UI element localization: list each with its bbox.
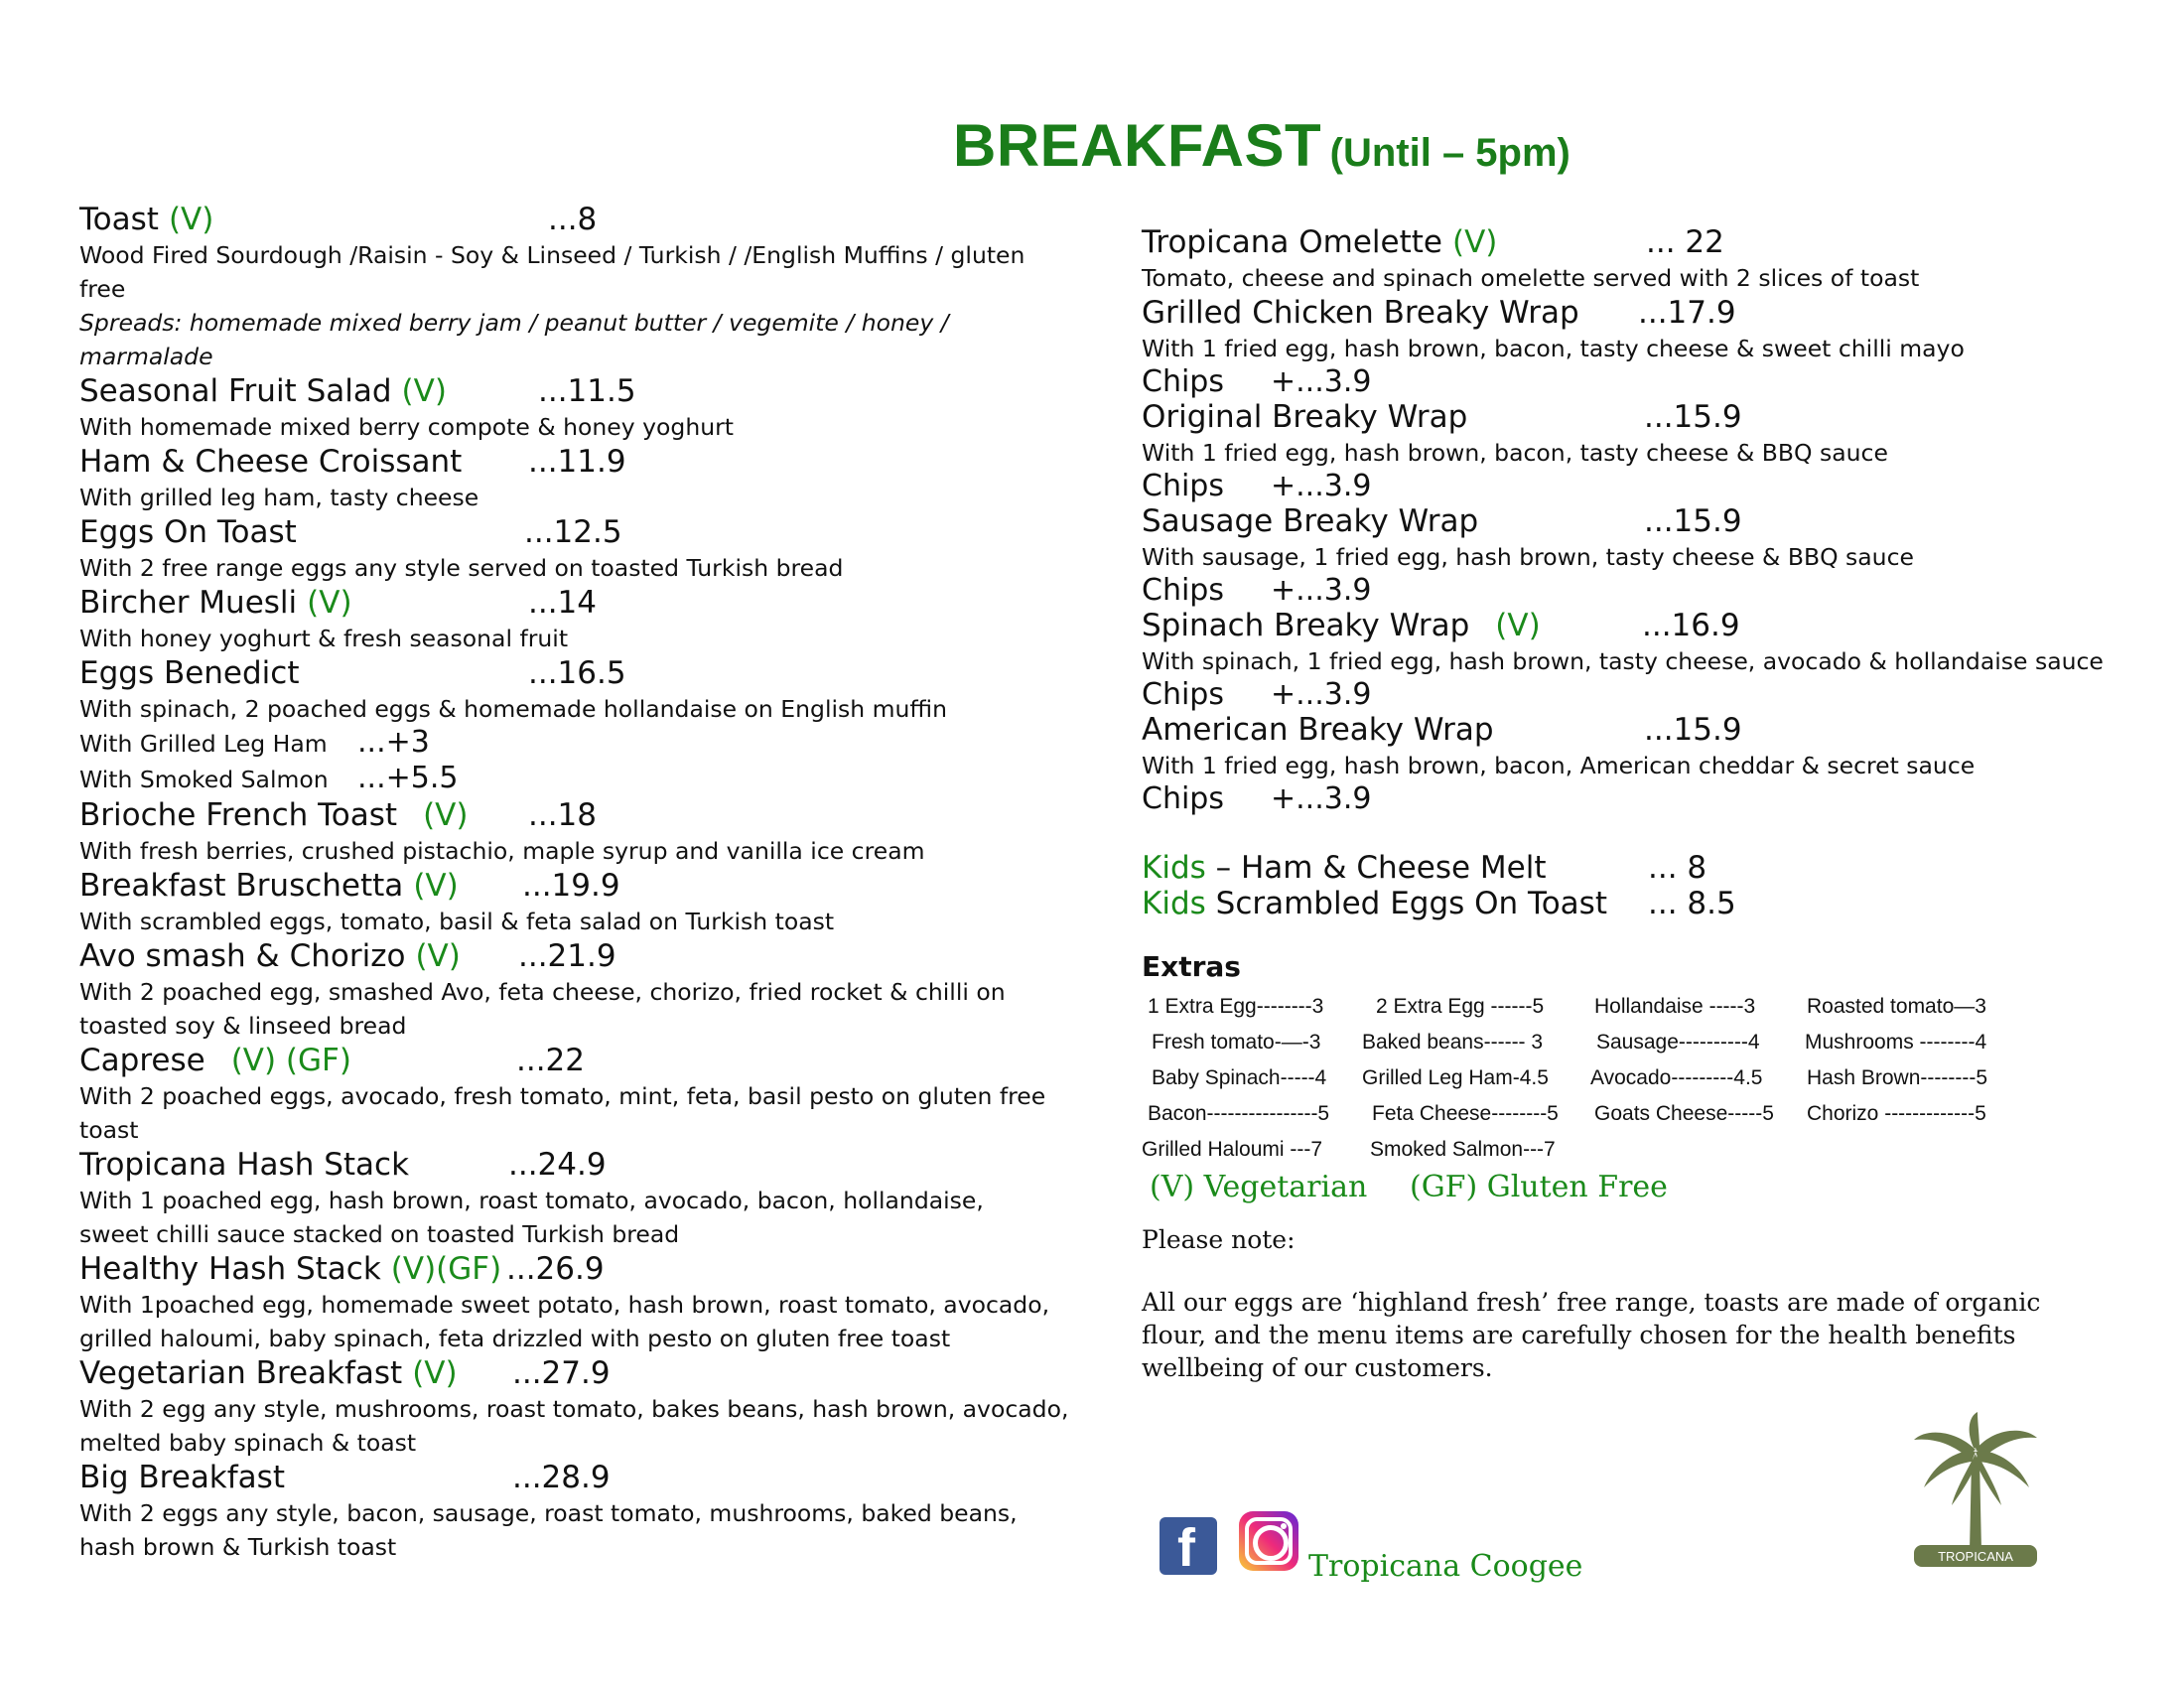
social-handle: Tropicana Coogee <box>1308 1549 1583 1584</box>
chips-label: Chips <box>1142 677 1224 712</box>
extra-item: Feta Cheese--------5 <box>1372 1102 1559 1125</box>
extra-item: Hash Brown--------5 <box>1807 1066 1988 1089</box>
item-name: Tropicana Hash Stack <box>79 1147 410 1183</box>
kids-scrambled-eggs <box>1142 886 2154 921</box>
item-desc: With homemade mixed berry compote & honey yoghurt <box>79 413 734 441</box>
item-desc: With 1 poached egg, hash brown, roast tomato, avocado, bacon, hollandaise, sweet chilli sauce stacked on toasted Turkish bread <box>79 1187 984 1248</box>
title-subtitle: (Until – 5pm) <box>1329 131 1570 175</box>
item-desc: With 2 poached eggs, avocado, fresh tomato, mint, feta, basil pesto on gluten free toast <box>79 1082 1046 1144</box>
item-price: ...15.9 <box>1644 712 1742 748</box>
item-price: ...14 <box>528 585 598 621</box>
item-desc: With 2 eggs any style, bacon, sausage, roast tomato, mushrooms, baked beans, hash brown & Turkish toast <box>79 1499 1018 1561</box>
chips-addon <box>1142 470 2154 503</box>
item-tag: (V) <box>412 1355 458 1391</box>
item-name: Caprese <box>79 1043 205 1078</box>
menu-item-original-wrap <box>1142 399 2154 503</box>
item-price: ...27.9 <box>512 1355 611 1391</box>
menu-item-vegetarian-breakfast <box>79 1355 1092 1460</box>
item-desc: With grilled leg ham, tasty cheese <box>79 484 479 511</box>
item-tag: (V) <box>413 868 459 904</box>
item-name: Tropicana Omelette <box>1142 224 1442 260</box>
extras-heading: Extras <box>1142 950 1241 983</box>
extra-item: Avocado---------4.5 <box>1590 1066 1763 1089</box>
extra-item: Sausage----------4 <box>1596 1031 1760 1054</box>
item-name: American Breaky Wrap <box>1142 712 1494 748</box>
item-desc: With honey yoghurt & fresh seasonal fruit <box>79 625 569 652</box>
item-name: Toast <box>79 202 159 237</box>
extra-item: Hollandaise -----3 <box>1594 995 1756 1018</box>
kids-ham-cheese-melt <box>1142 850 2154 886</box>
extra-item: Fresh tomato-—-3 <box>1152 1031 1321 1054</box>
chips-price: +...3.9 <box>1271 573 1372 608</box>
kids-name: Scrambled Eggs On Toast <box>1205 886 1607 921</box>
kids-price: ... 8.5 <box>1648 886 1736 921</box>
item-price: ...11.5 <box>538 373 636 409</box>
menu-item-french-toast <box>79 797 1092 868</box>
item-name: Seasonal Fruit Salad <box>79 373 392 409</box>
addon-ham <box>79 726 1092 762</box>
extra-item: 1 Extra Egg--------3 <box>1148 995 1324 1018</box>
item-desc: With 1 fried egg, hash brown, bacon, tasty cheese & sweet chilli mayo <box>1142 335 1965 362</box>
kids-prefix: Kids <box>1142 886 1206 921</box>
item-price: ...11.9 <box>528 444 626 480</box>
item-name: Brioche French Toast <box>79 797 398 833</box>
menu-item-avo-smash <box>79 938 1092 1043</box>
menu-item-big-breakfast <box>79 1460 1092 1564</box>
left-menu-column <box>79 202 1092 1564</box>
chips-price: +...3.9 <box>1271 781 1372 816</box>
extra-item: Smoked Salmon---7 <box>1370 1138 1556 1161</box>
menu-item-eggs-on-toast <box>79 514 1092 585</box>
instagram-icon[interactable] <box>1239 1511 1298 1571</box>
legend-vegetarian: (V) Vegetarian <box>1150 1170 1368 1204</box>
item-desc: With spinach, 2 poached eggs & homemade hollandaise on English muffin <box>79 695 948 723</box>
note-heading: Please note: <box>1142 1225 1296 1254</box>
item-desc: With 1 fried egg, hash brown, bacon, American cheddar & secret sauce <box>1142 752 1976 779</box>
chips-price: +...3.9 <box>1271 364 1372 399</box>
right-menu-column <box>1142 224 2154 1384</box>
item-price: ...24.9 <box>508 1147 607 1183</box>
chips-addon <box>1142 574 2154 608</box>
menu-item-eggs-benedict <box>79 655 1092 797</box>
item-price: ...26.9 <box>506 1251 605 1287</box>
chips-label: Chips <box>1142 781 1224 816</box>
menu-item-bircher <box>79 585 1092 655</box>
item-price: ...16.9 <box>1642 608 1740 643</box>
item-name: Breakfast Bruschetta <box>79 868 404 904</box>
note-body: All our eggs are ‘highland fresh’ free range, toasts are made of organic flour, and the menu items are carefully chosen for the health benefits wellbeing of our customers. <box>1142 1288 2041 1382</box>
item-tag: (V) <box>401 373 447 409</box>
menu-item-caprese <box>79 1043 1092 1147</box>
item-desc: Wood Fired Sourdough /Raisin - Soy & Linseed / Turkish / /English Muffins / gluten free <box>79 241 1025 303</box>
item-desc: With 2 free range eggs any style served on toasted Turkish bread <box>79 554 844 582</box>
title-main: BREAKFAST <box>953 112 1322 179</box>
facebook-icon[interactable]: f <box>1160 1517 1217 1575</box>
chips-addon <box>1142 678 2154 712</box>
item-price: ...28.9 <box>512 1460 611 1495</box>
extra-item: Grilled Leg Ham-4.5 <box>1362 1066 1549 1089</box>
item-desc: Tomato, cheese and spinach omelette served with 2 slices of toast <box>1142 264 1920 292</box>
item-name: Big Breakfast <box>79 1460 285 1495</box>
item-price: ...18 <box>528 797 598 833</box>
page-title <box>953 111 1570 180</box>
kids-prefix: Kids <box>1142 850 1206 886</box>
item-desc: With 1poached egg, homemade sweet potato, hash brown, roast tomato, avocado, grilled haloumi, baby spinach, feta drizzled with pesto on gluten free toast <box>79 1291 1050 1352</box>
item-tag: (V)(GF) <box>390 1251 502 1287</box>
menu-item-chicken-wrap <box>1142 295 2154 399</box>
item-desc: With sausage, 1 fried egg, hash brown, tasty cheese & BBQ sauce <box>1142 543 1914 571</box>
item-desc: With scrambled eggs, tomato, basil & feta salad on Turkish toast <box>79 908 835 935</box>
item-tag: (V) <box>423 797 469 833</box>
addon-salmon <box>79 762 1092 797</box>
item-name: Bircher Muesli <box>79 585 298 621</box>
item-spreads: Spreads: homemade mixed berry jam / peanut butter / vegemite / honey / marmalade <box>79 309 949 370</box>
item-price: ...12.5 <box>524 514 622 550</box>
item-name: Eggs On Toast <box>79 514 297 550</box>
extra-item: Roasted tomato—3 <box>1807 995 1986 1018</box>
item-desc: With 1 fried egg, hash brown, bacon, tasty cheese & BBQ sauce <box>1142 439 1888 467</box>
legend-gluten-free: (GF) Gluten Free <box>1410 1170 1668 1204</box>
menu-item-bruschetta <box>79 868 1092 938</box>
item-tag: (V) <box>415 938 461 974</box>
extra-item: Mushrooms --------4 <box>1805 1031 1987 1054</box>
item-price: ...15.9 <box>1644 503 1742 539</box>
kids-name: – Ham & Cheese Melt <box>1205 850 1547 886</box>
addon-price: ...+3 <box>357 725 430 760</box>
menu-item-american-wrap <box>1142 712 2154 816</box>
item-name: Healthy Hash Stack <box>79 1251 381 1287</box>
extras-grid <box>1142 991 2154 1170</box>
extra-item: Baby Spinach-----4 <box>1152 1066 1327 1089</box>
item-desc: With spinach, 1 fried egg, hash brown, tasty cheese, avocado & hollandaise sauce <box>1142 647 2104 675</box>
item-price: ...22 <box>516 1043 586 1078</box>
item-price: ...16.5 <box>528 655 626 691</box>
item-price: ... 22 <box>1646 224 1724 260</box>
chips-label: Chips <box>1142 364 1224 399</box>
item-name: Ham & Cheese Croissant <box>79 444 463 480</box>
item-name: Grilled Chicken Breaky Wrap <box>1142 295 1579 331</box>
item-price: ...8 <box>548 202 598 237</box>
item-tag: (V) <box>168 202 214 237</box>
item-name: Eggs Benedict <box>79 655 300 691</box>
addon-price: ...+5.5 <box>357 761 459 795</box>
extra-item: 2 Extra Egg ------5 <box>1376 995 1545 1018</box>
item-tag: (V) <box>1451 224 1498 260</box>
menu-item-croissant <box>79 444 1092 514</box>
menu-item-sausage-wrap <box>1142 503 2154 608</box>
kids-price: ... 8 <box>1648 850 1707 886</box>
item-desc: With fresh berries, crushed pistachio, maple syrup and vanilla ice cream <box>79 837 925 865</box>
palm-tree-logo-icon <box>1906 1410 2045 1579</box>
item-name: Avo smash & Chorizo <box>79 938 406 974</box>
menu-item-omelette <box>1142 224 2154 295</box>
chips-addon <box>1142 365 2154 399</box>
menu-item-tropicana-hash-stack <box>79 1147 1092 1251</box>
item-price: ...21.9 <box>518 938 616 974</box>
item-desc: With 2 egg any style, mushrooms, roast tomato, bakes beans, hash brown, avocado, melted baby spinach & toast <box>79 1395 1069 1457</box>
item-name: Sausage Breaky Wrap <box>1142 503 1479 539</box>
menu-item-spinach-wrap <box>1142 608 2154 712</box>
extra-item: Grilled Haloumi ---7 <box>1142 1138 1323 1161</box>
menu-item-toast <box>79 202 1092 373</box>
item-tag: (V) (GF) <box>230 1043 351 1078</box>
legend <box>1142 1170 2154 1209</box>
menu-item-fruit-salad <box>79 373 1092 444</box>
extra-item: Baked beans------ 3 <box>1362 1031 1544 1054</box>
extra-item: Goats Cheese-----5 <box>1594 1102 1774 1125</box>
item-desc: With 2 poached egg, smashed Avo, feta cheese, chorizo, fried rocket & chilli on toasted soy & linseed bread <box>79 978 1006 1040</box>
chips-addon <box>1142 782 2154 816</box>
item-name: Original Breaky Wrap <box>1142 399 1468 435</box>
item-tag: (V) <box>307 585 352 621</box>
extra-item: Chorizo -------------5 <box>1807 1102 1986 1125</box>
extra-item: Bacon----------------5 <box>1148 1102 1330 1125</box>
addon-label: With Grilled Leg Ham <box>79 730 328 758</box>
chips-label: Chips <box>1142 573 1224 608</box>
chips-label: Chips <box>1142 469 1224 503</box>
item-price: ...17.9 <box>1638 295 1736 331</box>
chips-price: +...3.9 <box>1271 677 1372 712</box>
item-tag: (V) <box>1495 608 1541 643</box>
item-name: Spinach Breaky Wrap <box>1142 608 1470 643</box>
item-name: Vegetarian Breakfast <box>79 1355 403 1391</box>
menu-item-healthy-hash-stack <box>79 1251 1092 1355</box>
item-price: ...19.9 <box>522 868 620 904</box>
item-price: ...15.9 <box>1644 399 1742 435</box>
addon-label: With Smoked Salmon <box>79 766 329 793</box>
chips-price: +...3.9 <box>1271 469 1372 503</box>
logo-text: TROPICANA <box>1938 1549 2013 1564</box>
